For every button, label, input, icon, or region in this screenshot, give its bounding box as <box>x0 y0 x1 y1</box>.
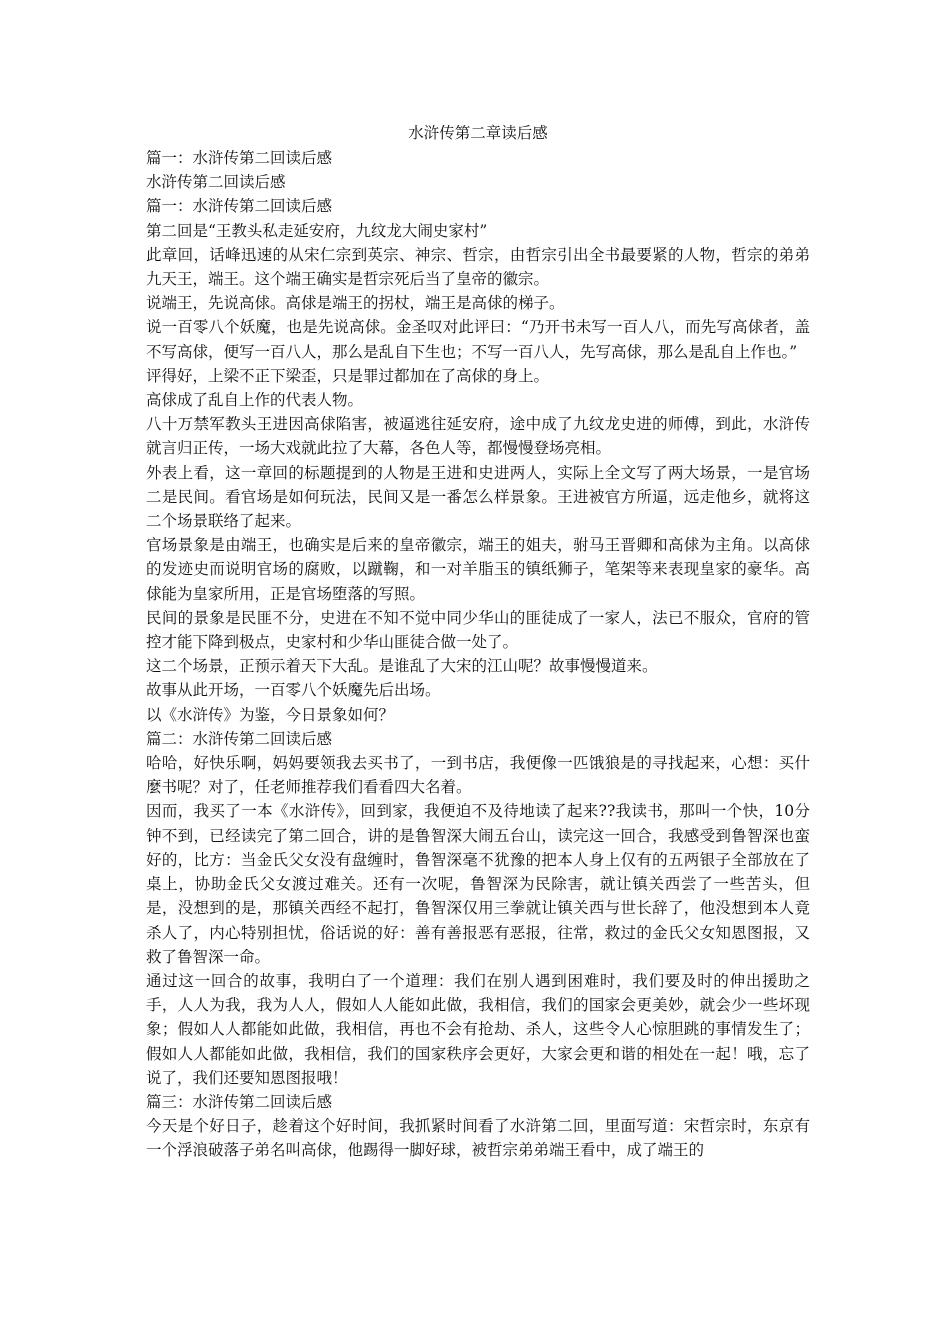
paragraph: 说一百零八个妖魔，也是先说高俅。金圣叹对此评曰：“乃开书未写一百人八，而先写高俅者，盖不写高俅，便写一百八人，那么是乱自下生也；不写一百八人，先写高俅，那么是乱自上作也。” <box>146 318 810 361</box>
paragraph: 通过这一回合的故事，我明白了一个道理：我们在别人遇到困难时，我们要及时的伸出援助之手，人人为我，我为人人，假如人人能如此做，我相信，我们的国家会更美妙，就会少一些坏现象；假如人人都能如此做，我相信，再也不会有抢劫、杀人，这些令人心惊胆跳的事情发生了；假如人人都能如此做，我相信，我们的国家秩序会更好，大家会更和谐的相处在一起！哦，忘了说了，我们还要知恩图报哦！ <box>146 971 810 1087</box>
paragraph: 官场景象是由端王，也确实是后来的皇帝徽宗，端王的姐夫，驸马王晋卿和高俅为主角。以高俅的发迹史而说明官场的腐败，以蹴鞠，和一对羊脂玉的镇纸狮子，笔架等来表现皇家的豪华。高俅能为皇家所用，正是官场堕落的写照。 <box>146 536 810 603</box>
paragraph: 八十万禁军教头王进因高俅陷害，被逼逃往延安府，途中成了九纹龙史进的师傅，到此，水浒传就言归正传，一场大戏就此拉了大幕，各色人等，都慢慢登场亮相。 <box>146 415 810 458</box>
paragraph: 评得好，上梁不正下梁歪，只是罪过都加在了高俅的身上。 <box>146 366 550 385</box>
paragraph: 篇三：水浒传第二回读后感 <box>146 1092 333 1111</box>
paragraph: 说端王，先说高俅。高俅是端王的拐杖，端王是高俅的梯子。 <box>146 294 565 313</box>
paragraph: 民间的景象是民匪不分，史进在不知不觉中同少华山的匪徒成了一家人，法已不服众，官府的管控才能下降到极点，史家村和少华山匪徒合做一处了。 <box>146 608 810 652</box>
paragraph: 以《水浒传》为鉴，今日景象如何？ <box>146 705 395 724</box>
paragraph: 篇一：水浒传第二回读后感 <box>146 149 333 167</box>
document-page <box>146 120 810 1163</box>
paragraph: 哈哈，好快乐啊，妈妈要领我去买书了，一到书店，我便像一匹饿狼是的寻找起来，心想：买什麼书呢？对了，任老师推荐我们看看四大名着。 <box>146 754 810 797</box>
paragraph: 这二个场景，正预示着天下大乱。是谁乱了大宋的江山呢？故事慢慢道来。 <box>146 657 658 676</box>
paragraph: 此章回，话峰迅速的从宋仁宗到英宗、神宗、哲宗，由哲宗引出全书最要紧的人物，哲宗的弟弟九天王，端王。这个端王确实是哲宗死后当了皇帝的徽宗。 <box>146 245 810 289</box>
paragraph: 高俅成了乱自上作的代表人物。 <box>146 391 364 410</box>
paragraph: 故事从此开场，一百零八个妖魔先后出场。 <box>146 681 441 700</box>
paragraph: 水浒传第二回读后感 <box>146 173 286 192</box>
paragraph: 今天是个好日子，趁着这个好时间，我抓紧时间看了水浒第二回，里面写道：宋哲宗时，东京有一个浮浪破落子弟名叫高俅，他踢得一脚好球，被哲宗弟弟端王看中，成了端王的 <box>146 1117 810 1160</box>
document-title: 水浒传第二章读后感 <box>408 124 548 142</box>
paragraph: 篇二：水浒传第二回读后感 <box>146 729 333 748</box>
paragraph: 因而，我买了一本《水浒传》，回到家，我便迫不及待地读了起来??我读书，那叫一个快，10分钟不到，已经读完了第二回合，讲的是鲁智深大闹五台山，读完这一回合，我感受到鲁智深也蛮好的，比方：当金氏父女没有盘缠时，鲁智深毫不犹豫的把本人身上仅有的五两银子全部放在了桌上，协助金氏父女渡过难关。还有一次呢，鲁智深为民除害，就让镇关西尝了一些苦头，但是，没想到的是，那镇关西经不起打，鲁智深仅用三拳就让镇关西与世长辞了，他没想到本人竟杀人了，内心特别担忧，俗话说的好：善有善报恶有恶报，往常，救过的金氏父女知恩图报，又救了鲁智深一命。 <box>146 802 810 966</box>
paragraph: 篇一：水浒传第二回读后感 <box>146 197 333 216</box>
paragraph: 第二回是“王教头私走延安府，九纹龙大闹史家村” <box>146 221 488 240</box>
paragraph: 外表上看，这一章回的标题提到的人物是王进和史进两人，实际上全文写了两大场景，一是官场二是民间。看官场是如何玩法，民间又是一番怎么样景象。王进被官方所逼，远走他乡，就将这二个场景联络了起来。 <box>146 463 810 531</box>
document-body <box>146 146 810 1163</box>
